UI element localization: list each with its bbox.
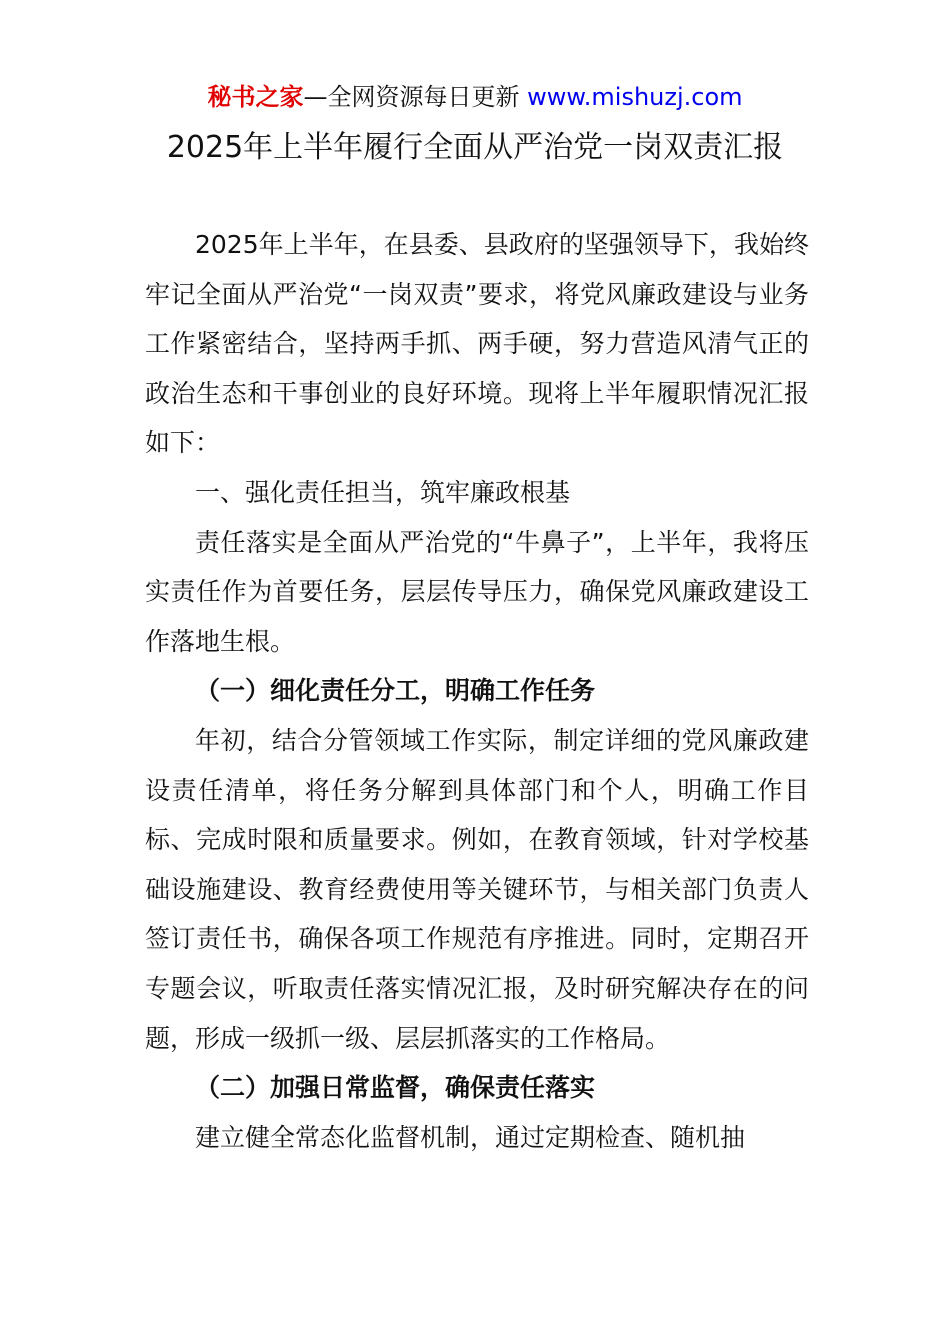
- subsection-heading-2: （二）加强日常监督，确保责任落实: [195, 1073, 596, 1103]
- site-slogan: —全网资源每日更新: [303, 83, 520, 111]
- site-brand: 秘书之家: [207, 83, 304, 111]
- subsection-1-paragraph: 年初，结合分管领域工作实际，制定详细的党风廉政建设责任清单，将任务分解到具体部门和个人，明确工作目标、完成时限和质量要求。例如，在教育领域，针对学校基础设施建设、教育经费使用等关键环节，与相关部门负责人签订责任书，确保各项工作规范有序推进。同时，定期召开专题会议，听取责任落实情况汇报，及时研究解决存在的问题，形成一级抓一级、层层抓落实的工作格局。: [145, 725, 809, 1053]
- document-body: [145, 220, 809, 1162]
- intro-paragraph: 2025年上半年，在县委、县政府的坚强领导下，我始终牢记全面从严治党“一岗双责”要求，将党风廉政建设与业务工作紧密结合，坚持两手抓、两手硬，努力营造风清气正的政治生态和干事创业的良好环境。现将上半年履职情况汇报如下：: [145, 230, 809, 458]
- site-header: [0, 82, 950, 112]
- subsection-2-paragraph: 建立健全常态化监督机制，通过定期检查、随机抽: [195, 1122, 746, 1152]
- site-url-link[interactable]: www.mishuzj.com: [527, 83, 743, 111]
- subsection-heading-1: （一）细化责任分工，明确工作任务: [195, 676, 596, 706]
- section-heading-1: 一、强化责任担当，筑牢廉政根基: [195, 477, 571, 507]
- section-1-paragraph: 责任落实是全面从严治党的“牛鼻子”，上半年，我将压实责任作为首要任务，层层传导压力，确保党风廉政建设工作落地生根。: [145, 527, 809, 656]
- document-title: 2025年上半年履行全面从严治党一岗双责汇报: [166, 130, 784, 165]
